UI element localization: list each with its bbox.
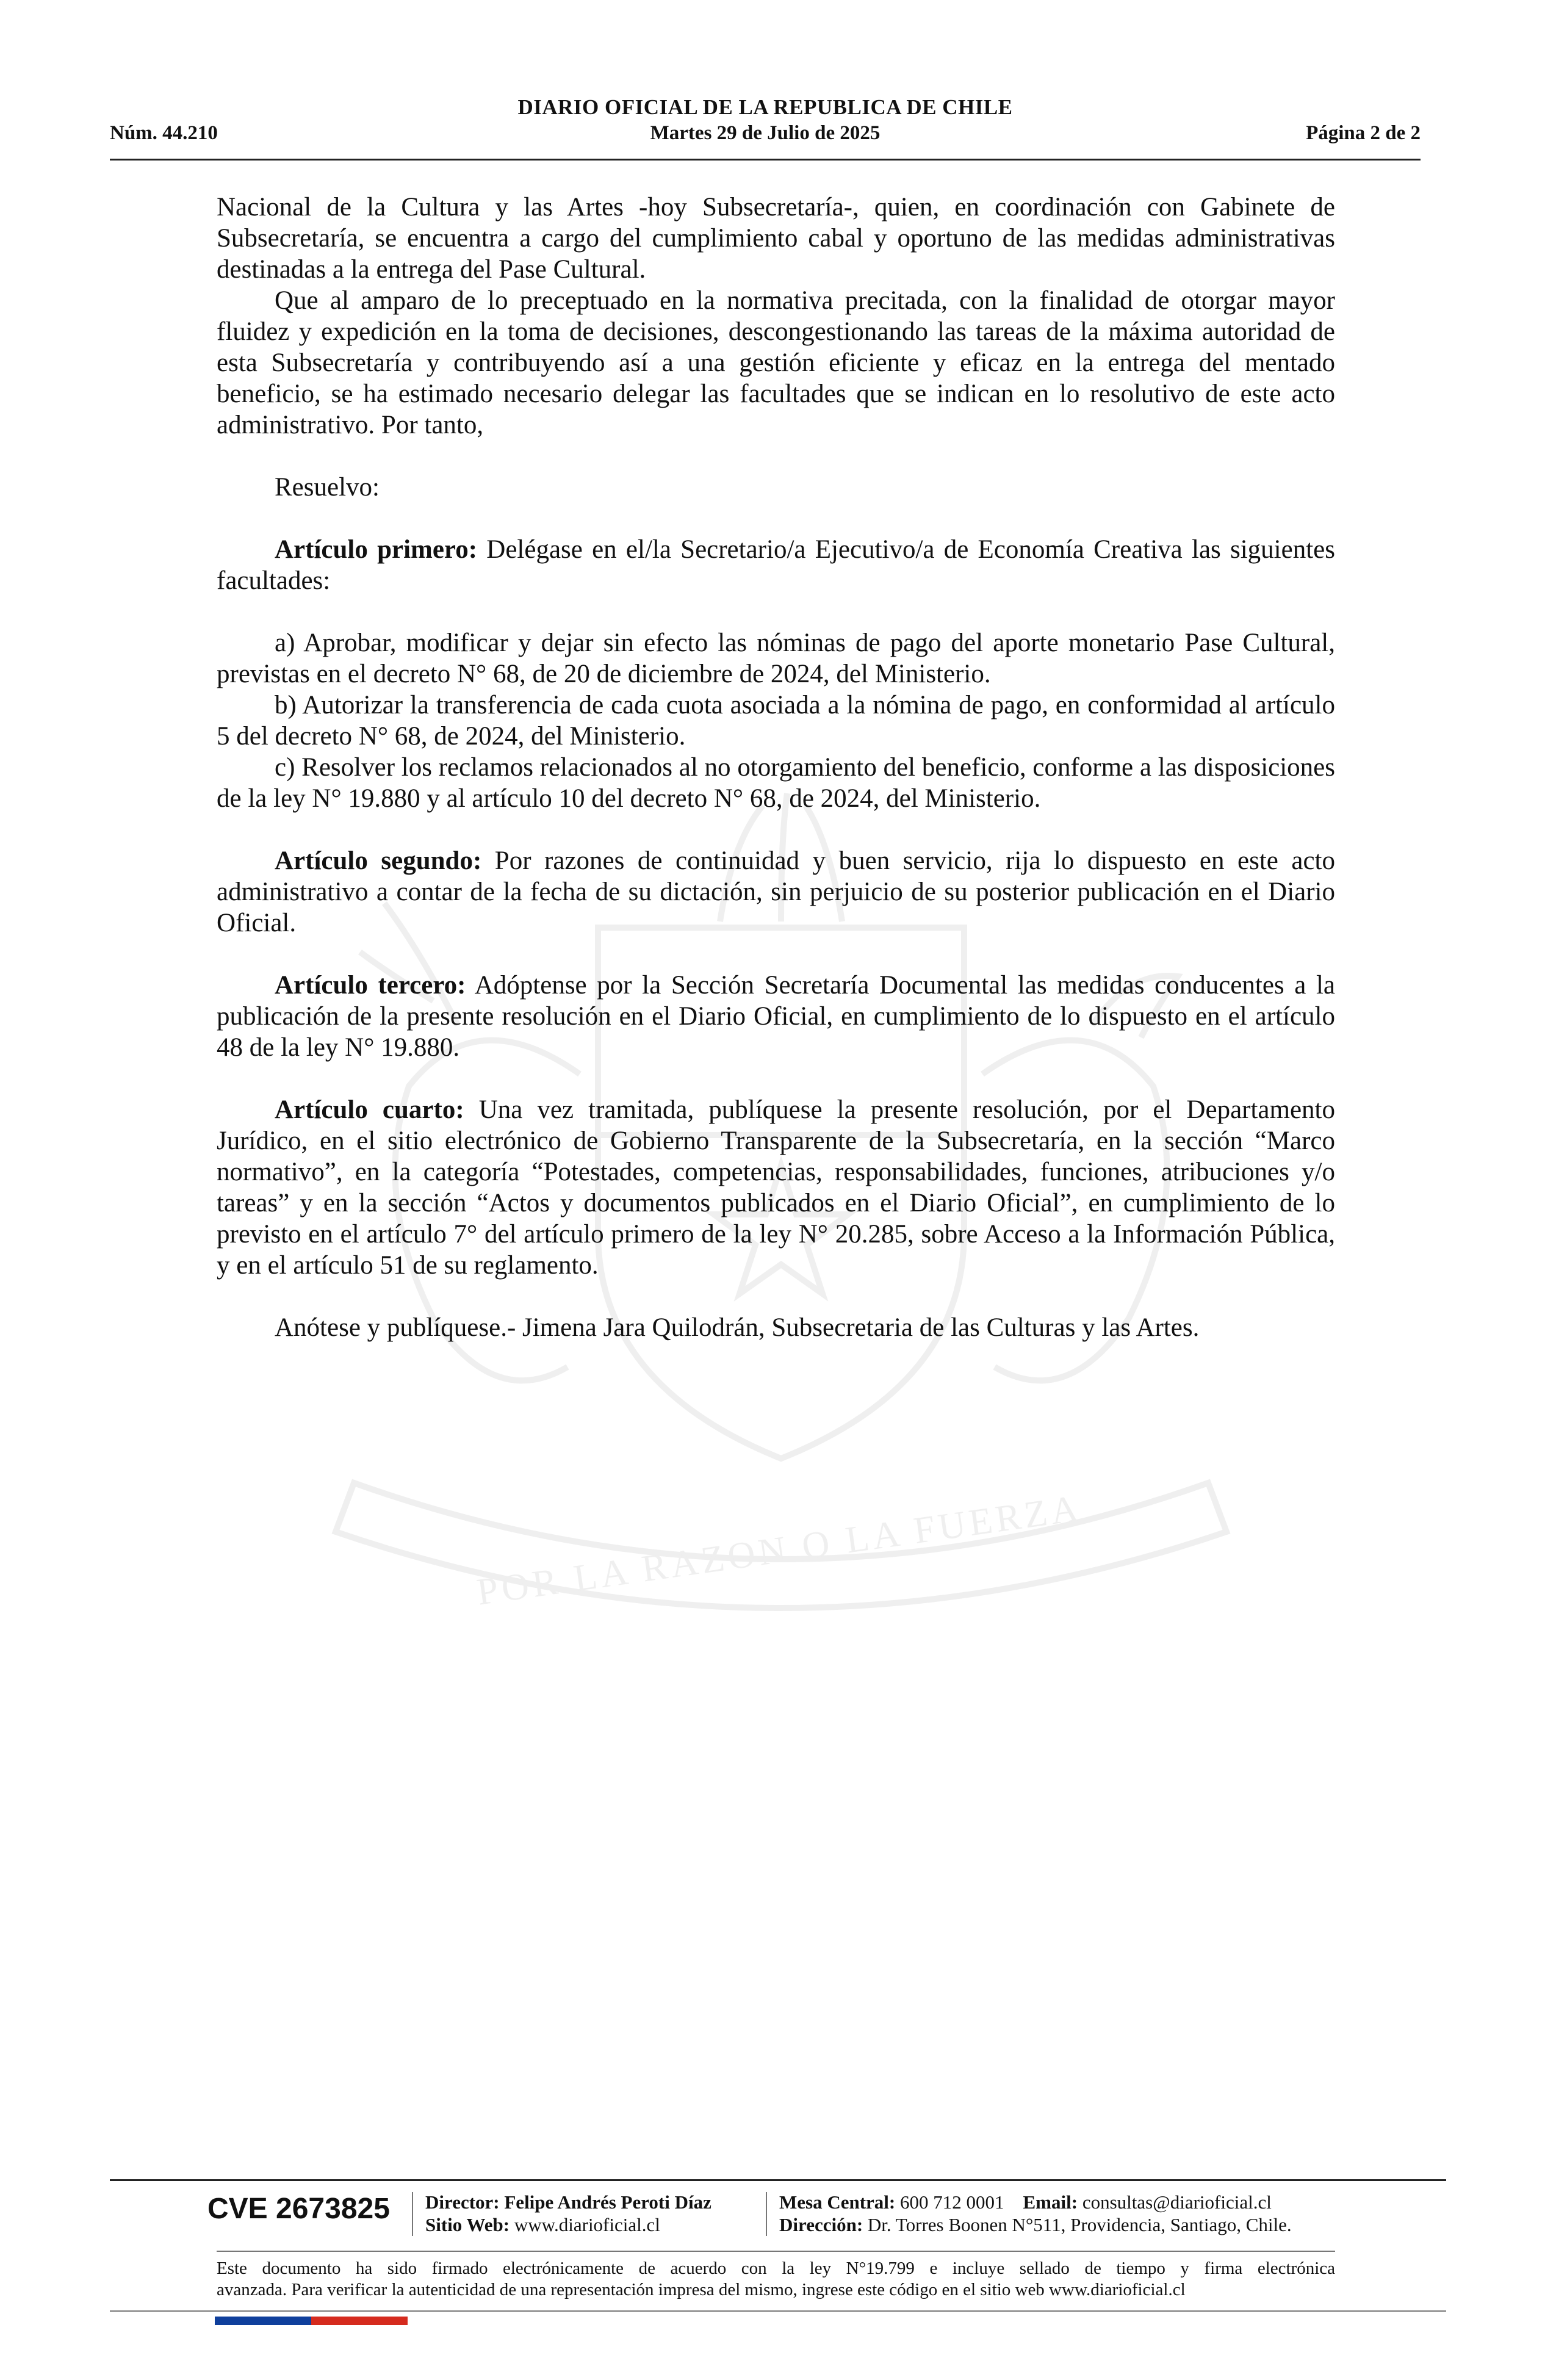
email-label: Email: <box>1023 2191 1078 2213</box>
article-first-text: Delégase en el/la Secretario/a Ejecutivo/a de Economía Creativa las siguientes facultades: <box>217 535 1335 595</box>
website-link[interactable]: www.diarioficial.cl <box>514 2214 660 2235</box>
article-fourth <box>217 1094 1335 1281</box>
signature-notice-line1: Este documento ha sido firmado electrónicamente de acuerdo con la ley N°19.799 e incluye sellado de tiempo y firma electrónica <box>217 2259 1335 2278</box>
issue-date: Martes 29 de Julio de 2025 <box>650 122 881 144</box>
director-name: Felipe Andrés Peroti Díaz <box>504 2191 711 2213</box>
article-fourth-label: Artículo cuarto: <box>275 1095 464 1124</box>
list-item-b: b) Autorizar la transferencia de cada cuota asociada a la nómina de pago, en conformidad al artículo 5 del decreto N° 68, de 2024, del Ministerio. <box>217 691 1335 751</box>
footer-divider-bottom <box>110 2310 1446 2312</box>
footer-contact-block <box>779 2191 1292 2236</box>
article-third-label: Artículo tercero: <box>275 971 466 1000</box>
paragraph-considerando: Que al amparo de lo preceptuado en la normativa precitada, con la finalidad de otorgar mayor fluidez y expedición en la toma de decisiones, descongestionando las tareas de la máxima autoridad de esta Subsecretaría y contribuyendo así a una gestión eficiente y eficaz en la entrega del mentado beneficio, se ha estimado necesario delegar las facultades que se indican en lo resolutivo de este acto administrativo. Por tanto, <box>217 286 1335 439</box>
address-value: Dr. Torres Boonen N°511, Providencia, Santiago, Chile. <box>867 2214 1292 2235</box>
article-second-text: Por razones de continuidad y buen servicio, rija lo dispuesto en este acto administrativo a contar de la fecha de su dictación, sin perjuicio de su posterior publicación en el Diario Oficial. <box>217 846 1335 937</box>
mesa-central-label: Mesa Central: <box>779 2191 896 2213</box>
cve-code: CVE 2673825 <box>207 2193 390 2225</box>
director-label: Director: <box>425 2191 500 2213</box>
publication-title: DIARIO OFICIAL DE LA REPUBLICA DE CHILE <box>517 95 1013 119</box>
footer-divider-top <box>110 2179 1446 2181</box>
article-fourth-text: Una vez tramitada, publíquese la presente resolución, por el Departamento Jurídico, en el sitio electrónico de Gobierno Transparente de la Subsecretaría, en la sección “Marco normativo”, en la categoría “Potestades, competencias, responsabilidades, funciones, atribuciones y/o tareas” y en la sección “Actos y documentos publicados en el Diario Oficial”, en cumplimiento de lo previsto en el artículo 7° del artículo primero de la ley N° 20.285, sobre Acceso a la Información Pública, y en el artículo 51 de su reglamento. <box>217 1095 1335 1280</box>
flag-color-bar <box>215 2317 408 2325</box>
mesa-central-value: 600 712 0001 <box>900 2191 1004 2213</box>
resuelvo-heading: Resuelvo: <box>275 473 380 502</box>
page-number: Página 2 de 2 <box>1306 122 1421 144</box>
flag-red-segment <box>311 2317 408 2325</box>
page-header <box>110 93 1421 160</box>
footer-divider-mid <box>217 2251 1335 2252</box>
article-first-label: Artículo primero: <box>275 535 478 564</box>
article-third-text: Adóptense por la Sección Secretaría Documental las medidas conducentes a la publicación de la presente resolución en el Diario Oficial, en cumplimiento de lo dispuesto en el artículo 48 de la ley N° 19.880. <box>217 971 1335 1062</box>
document-body <box>217 192 1335 1343</box>
watermark-motto: POR LA RAZON O LA FUERZA <box>474 1487 1085 1614</box>
paragraph-continuation: Nacional de la Cultura y las Artes -hoy Subsecretaría-, quien, en coordinación con Gabinete de Subsecretaría, se encuentra a cargo del cumplimiento cabal y oportuno de las medidas administrativas destinadas a la entrega del Pase Cultural. <box>217 193 1335 284</box>
article-third <box>217 970 1335 1063</box>
signature-notice <box>217 2258 1335 2301</box>
article-second <box>217 845 1335 939</box>
signature-notice-line2: avanzada. Para verificar la autenticidad de una representación impresa del mismo, ingrese este código en el sitio web www.diarioficial.cl <box>217 2280 1186 2299</box>
website-label: Sitio Web: <box>425 2214 510 2235</box>
article-first <box>217 534 1335 596</box>
footer-director-block <box>425 2191 711 2236</box>
address-label: Dirección: <box>779 2214 863 2235</box>
footer-separator <box>412 2192 413 2236</box>
flag-blue-segment <box>215 2317 311 2325</box>
email-link[interactable]: consultas@diarioficial.cl <box>1082 2191 1272 2213</box>
list-item-c: c) Resolver los reclamos relacionados al no otorgamiento del beneficio, conforme a las disposiciones de la ley N° 19.880 y al artículo 10 del decreto N° 68, de 2024, del Ministerio. <box>217 753 1335 813</box>
closing-signature: Anótese y publíquese.- Jimena Jara Quilodrán, Subsecretaria de las Culturas y las Artes. <box>275 1313 1200 1342</box>
issue-number: Núm. 44.210 <box>110 122 218 144</box>
list-item-a: a) Aprobar, modificar y dejar sin efecto las nóminas de pago del aporte monetario Pase Cultural, previstas en el decreto N° 68, de 20 de diciembre de 2024, del Ministerio. <box>217 629 1335 688</box>
article-second-label: Artículo segundo: <box>275 846 482 875</box>
footer-separator <box>766 2192 767 2236</box>
